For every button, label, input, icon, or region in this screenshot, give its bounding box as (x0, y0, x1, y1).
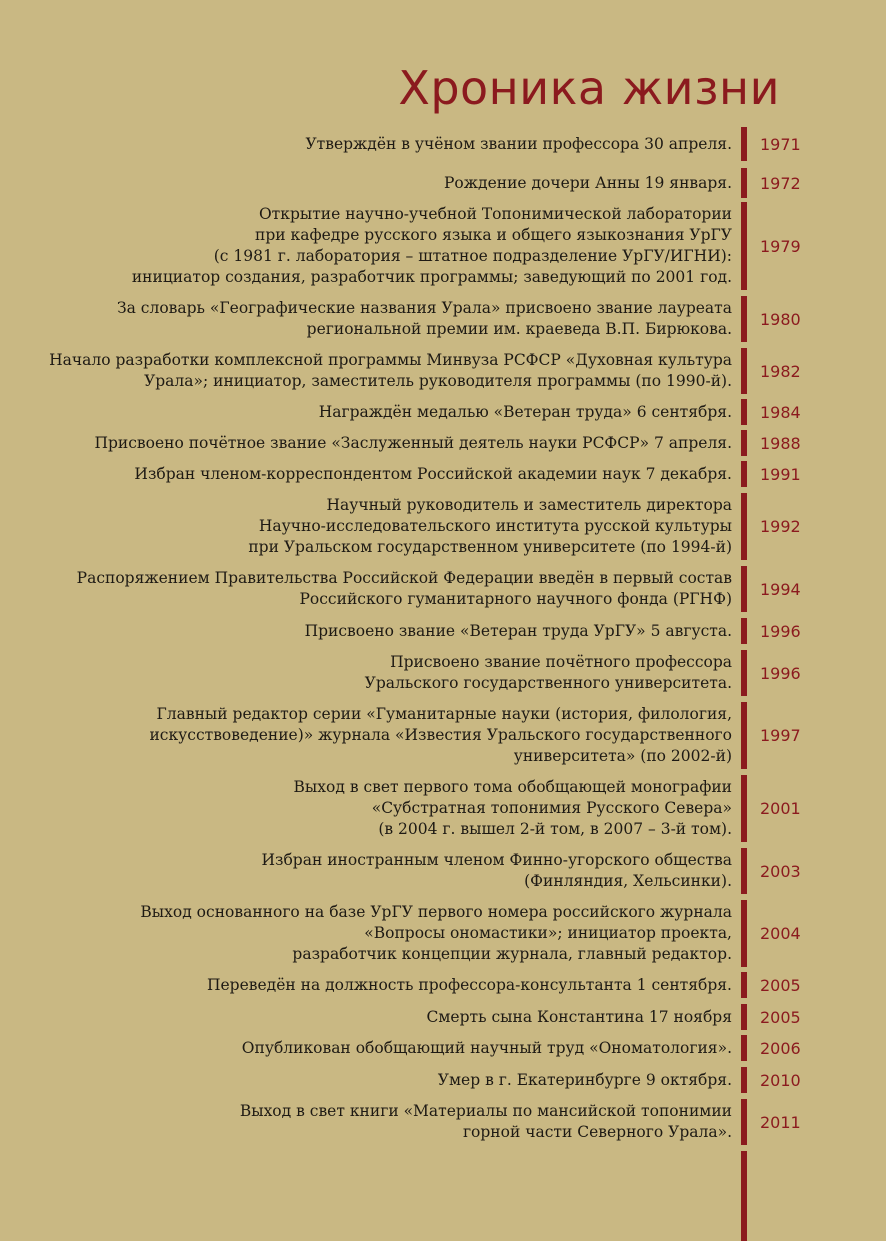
event-year: 2011 (760, 1112, 801, 1132)
timeline-bar (741, 650, 747, 696)
timeline-bar (741, 775, 747, 842)
event-year: 1991 (760, 464, 801, 484)
timeline-row (20, 900, 810, 967)
timeline-bar (741, 348, 747, 394)
event-year: 1971 (760, 134, 801, 154)
timeline-bar (741, 848, 747, 894)
event-text: Умер в г. Екатеринбурге 9 октября. (437, 1070, 732, 1089)
timeline-bar-tail (741, 1151, 747, 1241)
timeline-row (20, 493, 810, 560)
timeline-bar (741, 430, 747, 456)
timeline-row (20, 650, 810, 696)
timeline-row (20, 1067, 810, 1093)
event-year: 1996 (760, 621, 801, 641)
timeline-row (20, 702, 810, 769)
event-text: Награждён медалью «Ветеран труда» 6 сентября. (318, 402, 732, 421)
timeline-row (20, 1035, 810, 1061)
event-year: 2004 (760, 924, 801, 943)
timeline-bar (741, 461, 747, 487)
event-text: Утверждён в учёном звании профессора 30 апреля. (305, 134, 732, 153)
event-year: 1972 (760, 173, 801, 193)
event-text: Выход в свет книги «Материалы по мансийской топонимии горной части Северного Урала». (239, 1102, 732, 1141)
event-text: Научный руководитель и заместитель директора Научно-исследовательского института русской культуры при Уральском государственном университете (по 1994-й) (248, 496, 732, 556)
event-text: Присвоено звание «Ветеран труда УрГУ» 5 августа. (304, 621, 732, 640)
timeline-bar (741, 202, 747, 290)
event-year: 1996 (760, 663, 801, 683)
timeline-row (20, 202, 810, 290)
timeline-row (20, 399, 810, 425)
timeline-row (20, 1004, 810, 1030)
event-text: Опубликован обобщающий научный труд «Ономатология». (241, 1038, 732, 1057)
timeline-bar (741, 1067, 747, 1093)
timeline-row (20, 972, 810, 998)
event-text: Начало разработки комплексной программы Минвуза РСФСР «Духовная культура Урала»; инициатор, заместитель руководителя программы (по 1990-й). (49, 351, 732, 390)
event-text: Избран членом-корреспондентом Российской академии наук 7 декабря. (134, 464, 732, 483)
timeline-row (20, 127, 810, 161)
event-text: Распоряжением Правительства Российской Федерации введён в первый состав Российского гуманитарного научного фонда (РГНФ) (76, 569, 732, 608)
timeline-row (20, 168, 810, 198)
event-text: Выход основанного на базе УрГУ первого номера российского журнала «Вопросы ономастики»; инициатор проекта, разработчик концепции журнала, главный редактор. (140, 903, 732, 963)
timeline-row (20, 430, 810, 456)
timeline-row (20, 618, 810, 644)
event-year: 1984 (760, 402, 801, 422)
timeline-bar (741, 127, 747, 161)
event-year: 1992 (760, 517, 801, 536)
event-text: Выход в свет первого тома обобщающей монографии «Субстратная топонимия Русского Севера» (в 2004 г. вышел 2-й том, в 2007 – 3-й том). (293, 778, 732, 838)
event-year: 1997 (760, 726, 801, 745)
timeline-bar (741, 1004, 747, 1030)
event-text: Главный редактор серии «Гуманитарные науки (история, филология, искусствоведение)» журнала «Известия Уральского государственного университета» (по 2002-й) (149, 705, 732, 765)
event-year: 1982 (760, 361, 801, 381)
timeline-bar (741, 493, 747, 560)
event-year: 2010 (760, 1070, 801, 1090)
timeline-bar (741, 618, 747, 644)
event-year: 2006 (760, 1038, 801, 1058)
timeline-row (20, 566, 810, 612)
event-year: 2001 (760, 799, 801, 818)
event-year: 1980 (760, 309, 801, 329)
timeline-bar (741, 900, 747, 967)
timeline-bar (741, 972, 747, 998)
event-text: Рождение дочери Анны 19 января. (444, 173, 732, 192)
event-text: Переведён на должность профессора-консультанта 1 сентября. (206, 975, 732, 994)
timeline-bar (741, 399, 747, 425)
timeline-row (20, 775, 810, 842)
timeline-bar (741, 566, 747, 612)
timeline-row (20, 848, 810, 894)
timeline-bar (741, 1099, 747, 1145)
timeline-bar (741, 702, 747, 769)
timeline-row (20, 1099, 810, 1145)
event-year: 1979 (760, 236, 801, 256)
event-year: 1994 (760, 579, 801, 599)
event-year: 2005 (760, 1007, 801, 1027)
event-year: 2003 (760, 861, 801, 881)
event-text: Присвоено звание почётного профессора Уральского государственного университета. (364, 653, 732, 692)
timeline-bar (741, 296, 747, 342)
timeline-row (20, 296, 810, 342)
timeline-bar (741, 168, 747, 198)
event-year: 2005 (760, 975, 801, 995)
event-text: Открытие научно-учебной Топонимической лаборатории при кафедре русского языка и общего языкознания УрГУ (с 1981 г. лаборатория – штатное подразделение УрГУ/ИГНИ): инициатор создания, разработчик программы; заведующий по 2001 год. (131, 205, 732, 286)
event-text: Избран иностранным членом Финно-угорского общества (Финляндия, Хельсинки). (261, 851, 732, 890)
timeline-bar (741, 1035, 747, 1061)
event-text: Смерть сына Константина 17 ноября (426, 1007, 732, 1026)
event-text: За словарь «Географические названия Урала» присвоено звание лауреата региональной премии им. краеведа В.П. Бирюкова. (116, 299, 732, 338)
event-year: 1988 (760, 433, 801, 453)
timeline-row (20, 348, 810, 394)
page-title: Хроника жизни (398, 61, 780, 115)
timeline-row (20, 461, 810, 487)
event-text: Присвоено почётное звание «Заслуженный деятель науки РСФСР» 7 апреля. (94, 433, 732, 452)
